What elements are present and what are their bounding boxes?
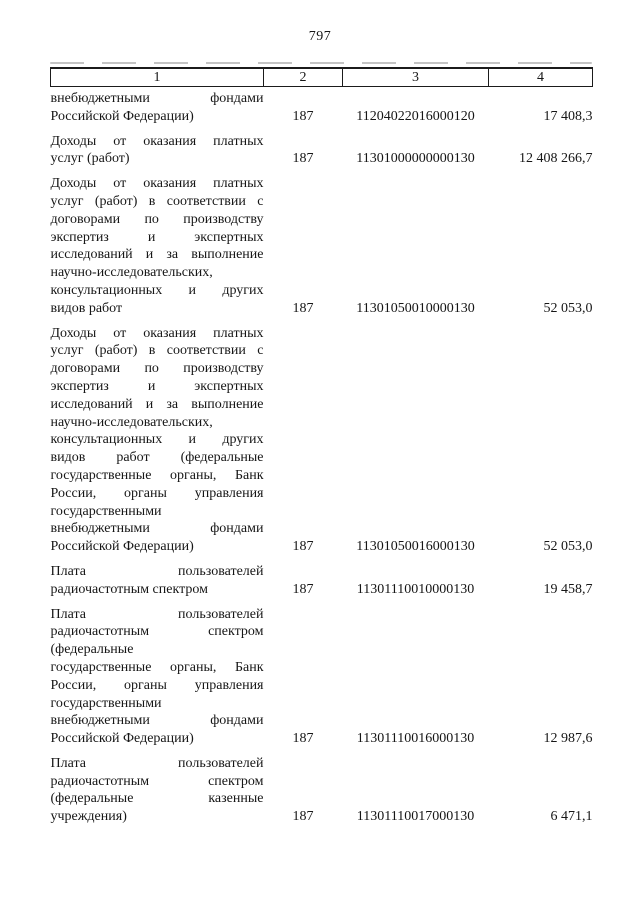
admin-code-cell: 187	[292, 539, 314, 555]
description-line: услуг (работ)	[50, 151, 130, 167]
description-line: экспертиз и экспертных	[50, 378, 264, 394]
revenue-description-cell	[51, 126, 264, 169]
description-line: консультационных и других	[50, 282, 264, 298]
budget-code-cell: 11301110017000130	[356, 809, 475, 825]
column-header-2: 2	[264, 68, 343, 87]
description-line: Плата пользователей	[50, 563, 264, 579]
table-row	[51, 318, 593, 556]
table-row	[51, 556, 593, 599]
revenue-description-cell	[51, 168, 264, 317]
description-line: Доходы от оказания платных	[50, 176, 264, 192]
budget-code-cell: 11301050016000130	[356, 539, 475, 555]
table-row	[51, 87, 593, 126]
budget-code-cell: 11301050010000130	[356, 300, 475, 316]
admin-code-cell: 187	[292, 809, 314, 825]
budget-code-cell: 11301000000000130	[356, 151, 475, 167]
description-line: государственными	[50, 503, 162, 519]
description-line: исследований и за выполнение	[50, 247, 264, 263]
description-line: (федеральные казенные	[50, 791, 264, 807]
revenue-description-cell	[51, 748, 264, 826]
scan-artifact-line	[50, 62, 592, 64]
description-line: внебюджетными фондами	[50, 521, 264, 537]
description-line: видов работ	[50, 300, 123, 316]
amount-cell: 52 053,0	[543, 300, 593, 316]
revenue-description-cell	[51, 556, 264, 599]
column-header-1: 1	[51, 68, 264, 87]
amount-cell: 19 458,7	[543, 581, 593, 597]
table-row	[51, 126, 593, 169]
description-line: научно-исследовательских,	[50, 265, 213, 281]
description-line: государственные органы, Банк	[50, 659, 264, 675]
table-header-row	[51, 68, 593, 87]
amount-cell: 17 408,3	[543, 108, 593, 124]
description-line: государственными	[50, 695, 162, 711]
table-row	[51, 599, 593, 748]
amount-cell: 6 471,1	[550, 809, 593, 825]
revenue-description-cell	[51, 87, 264, 126]
budget-code-cell: 11204022016000120	[356, 108, 475, 124]
table-row	[51, 748, 593, 826]
amount-cell: 12 408 266,7	[519, 151, 593, 167]
description-line: консультационных и других	[50, 432, 264, 448]
table-body	[51, 87, 593, 827]
description-line: учреждения)	[50, 809, 127, 825]
description-line: Плата пользователей	[50, 606, 264, 622]
description-line: внебюджетными фондами	[50, 713, 264, 729]
admin-code-cell: 187	[292, 300, 314, 316]
description-line: Плата пользователей	[50, 755, 264, 771]
description-line: государственные органы, Банк	[50, 467, 264, 483]
budget-code-cell: 11301110010000130	[356, 581, 475, 597]
description-line: видов работ (федеральные	[50, 450, 264, 466]
amount-cell: 12 987,6	[543, 731, 593, 747]
description-line: научно-исследовательских,	[50, 414, 213, 430]
table-row	[51, 168, 593, 317]
description-line: услуг (работ) в соответствии с	[50, 343, 264, 359]
admin-code-cell: 187	[292, 581, 314, 597]
description-line: радиочастотным спектром	[50, 624, 264, 640]
description-line: договорами по производству	[50, 211, 264, 227]
column-header-4: 4	[489, 68, 593, 87]
description-line: экспертиз и экспертных	[50, 229, 264, 245]
description-line: России, органы управления	[50, 677, 264, 693]
description-line: Российской Федерации)	[50, 731, 194, 747]
description-line: Доходы от оказания платных	[50, 133, 264, 149]
description-line: Доходы от оказания платных	[50, 325, 264, 341]
column-header-3: 3	[343, 68, 489, 87]
description-line: Российской Федерации)	[50, 539, 194, 555]
admin-code-cell: 187	[292, 731, 314, 747]
description-line: услуг (работ) в соответствии с	[50, 193, 264, 209]
revenue-description-cell	[51, 599, 264, 748]
budget-code-cell: 11301110016000130	[356, 731, 475, 747]
description-line: договорами по производству	[50, 361, 264, 377]
description-line: исследований и за выполнение	[50, 396, 264, 412]
description-line: радиочастотным спектром	[50, 773, 264, 789]
budget-revenue-table	[50, 67, 593, 826]
description-line: радиочастотным спектром	[50, 581, 208, 597]
revenue-description-cell	[51, 318, 264, 556]
amount-cell: 52 053,0	[543, 539, 593, 555]
admin-code-cell: 187	[292, 108, 314, 124]
description-line: (федеральные	[50, 642, 134, 658]
description-line: Российской Федерации)	[50, 108, 194, 124]
page-number: 797	[308, 29, 332, 44]
admin-code-cell: 187	[292, 151, 314, 167]
description-line: внебюджетными фондами	[50, 91, 264, 106]
description-line: России, органы управления	[50, 485, 264, 501]
